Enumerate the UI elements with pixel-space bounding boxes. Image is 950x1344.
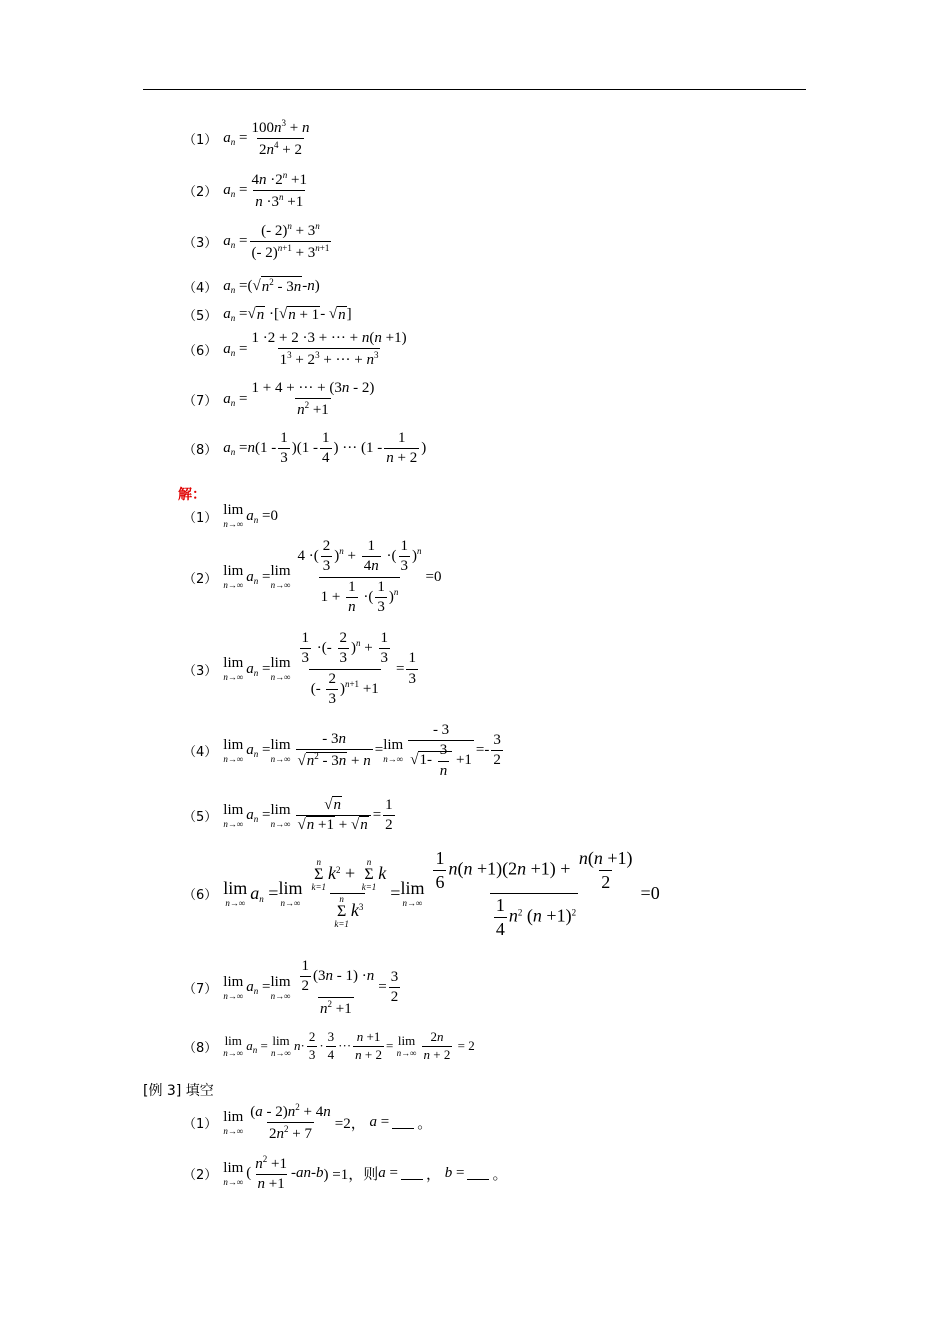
item-label: （5）: [183, 309, 218, 324]
item-label: （7）: [183, 982, 218, 998]
problem-6: （6） $a_n$ = $\frac{1 \cdot 2 + 2 \cdot 3 + \cdot\cdot\cdot + n(n +1)}{1^3 + 2^3 + \cdot\cdot\cdot + n^3}$: [183, 330, 407, 369]
solution-7: （7） lim n→∞ $a_n$ = lim n→∞ $\frac{1}{2}$ (3n - 1) ·n $n^2 +1$ = $\frac{3}{2}$: [183, 958, 399, 1017]
problem-3: （3） $a_n$ = $\frac{(- 2)^n + 3^n}{(- 2)^{n+1} + 3^{n+1}}$: [183, 221, 330, 262]
fill-question-2: （2） lim n→∞ ( $\frac{n^2 +1}{n +1}$ - an - b ) =1，则 a = ， b = 。: [183, 1154, 508, 1193]
fill-question-1: （1） lim n→∞ $\frac{(a - 2)n^2 + 4n}{2n^2 + 7}$ =2， a = 。: [183, 1102, 433, 1143]
solution-3: （3） lim n→∞ $a_n$ = lim n→∞ $\frac{1}{3}$ ·(- $\frac{2}{3}$ )$^n$ + $\frac{1}{3}$ (- $\frac{2}{3}$ )$^{n+1}$ +1 = $\frac{1}{3}$: [183, 630, 416, 707]
answer-blank[interactable]: [392, 1116, 414, 1129]
example-title: [例 3] 填空: [143, 1083, 214, 1099]
item-label: （6）: [183, 888, 218, 904]
item-label: （5）: [183, 810, 218, 826]
item-label: （3）: [183, 236, 218, 252]
solution-8: （8） lim n→∞ $a_n$ = lim n→∞ n · $\frac{2}{3}$ · $\frac{3}{4}$ ··· $\frac{n +1}{n + 2}$ = lim n→∞ $\frac{2n}{n + 2}$ = 2: [183, 1029, 475, 1062]
item-label: （1）: [183, 510, 218, 526]
problem-7: （7） $a_n$ = $\frac{1 + 4 + \cdot\cdot\cdot + (3n - 2)}{n^2 +1}$: [183, 380, 375, 419]
item-label: （1）: [183, 133, 218, 149]
solution-6: （6） lim n→∞ $a_n$ = lim n→∞ n Σ k=1 $k^2$ + n Σ k=1 k n Σ k=1 $k^3$ = lim n→∞ $\frac{1}{6}$ n(n +1)(2n +1) + $\frac{n(n +1)}{2}$ $\frac{1}{4}$ $n^2$ $(n +1)^2$ =0: [183, 848, 660, 940]
solution-1: （1） lim n→∞ $a_n$ =0: [183, 502, 279, 529]
item-label: （4）: [183, 280, 218, 296]
answer-blank-b[interactable]: [467, 1167, 489, 1180]
header-rule: [143, 89, 806, 90]
item-label: （4）: [183, 745, 218, 761]
item-label: （8）: [183, 1040, 218, 1056]
item-label: （8）: [183, 443, 218, 459]
problem-1: （1） $a_n$ = $\frac{100n^3 + n}{2n^4 + 2}$: [183, 118, 310, 159]
problem-2: （2） $a_n$ = $\frac{4n \cdot 2^n +1}{n \cdot 3^n +1}$: [183, 170, 307, 211]
answer-blank-a[interactable]: [401, 1167, 423, 1180]
item-label: （1）: [183, 1117, 218, 1133]
solution-5: （5） lim n→∞ $a_n$ = lim n→∞ $\frac{√n}{√n +1 + √n}$ = $\frac{1}{2}$: [183, 797, 393, 834]
problem-8: （8） $a_n$ = n (1 - $\frac{1}{3}$ )(1 - $\frac{1}{4}$ ) ··· (1 - $\frac{1}{n + 2}$ ): [183, 430, 427, 467]
solution-2: （2） lim n→∞ $a_n$ = lim n→∞ 4 ·( $\frac{2}{3}$ )$^n$ + $\frac{1}{4n}$ ·( $\frac{1}{3}$ )$^n$ 1 + $\frac{1}{n}$ ·( $\frac{1}{3}$ )$^n$ =0: [183, 538, 442, 615]
item-label: （2）: [183, 571, 218, 587]
item-label: （2）: [183, 1168, 218, 1184]
item-label: （7）: [183, 394, 218, 410]
solution-4: （4） lim n→∞ $a_n$ = lim n→∞ $\frac{- 3n}{√n^2 - 3n + n}$ = lim n→∞ - 3 √1- $\frac{3}{n}$ +1 =- $\frac{3}{2}$: [183, 722, 501, 779]
problem-5: （5） $a_n$ =√ n ·[√ n + 1 - √ n ]: [183, 306, 352, 324]
problem-4: （4） $a_n$ =(√ $n^2 - 3n$ - n ): [183, 277, 320, 296]
item-label: （2）: [183, 185, 218, 201]
item-label: （6）: [183, 344, 218, 360]
solution-heading: 解：: [178, 487, 206, 503]
item-label: （3）: [183, 663, 218, 679]
